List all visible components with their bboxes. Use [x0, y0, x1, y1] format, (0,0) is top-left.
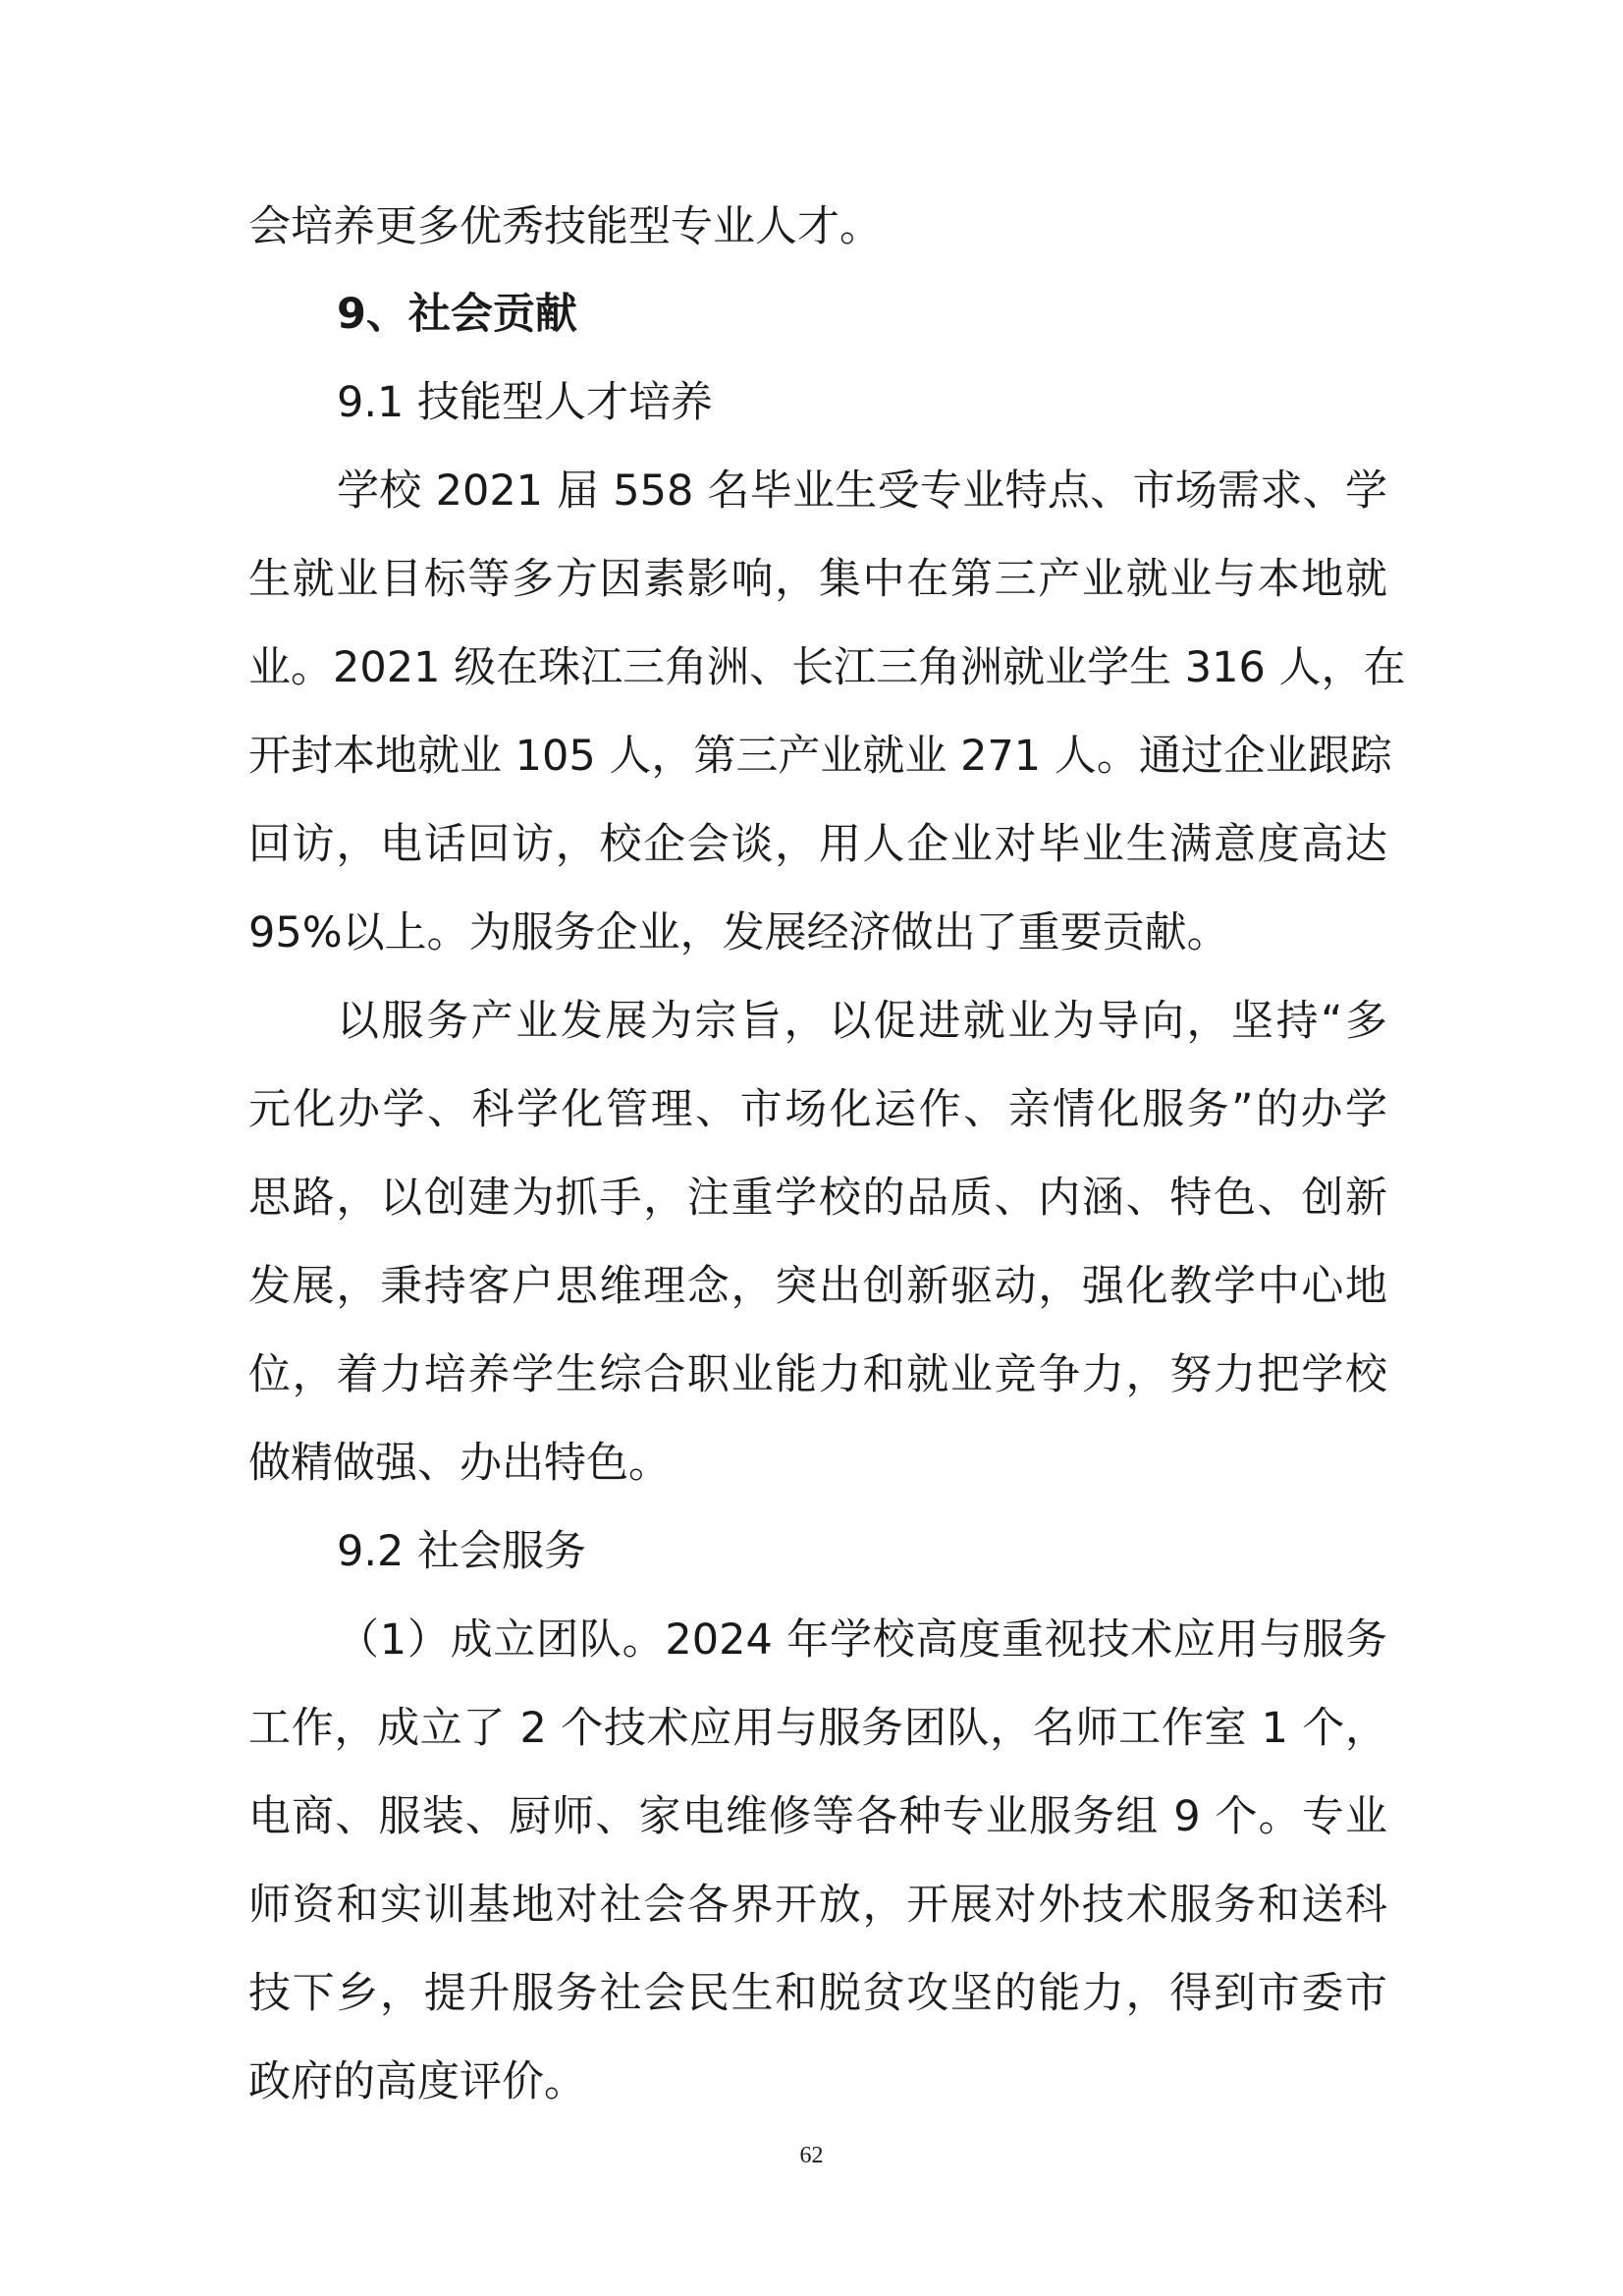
paragraph-line: 生就业目标等多方因素影响，集中在第三产业就业与本地就	[248, 555, 1387, 604]
paragraph-line: 会培养更多优秀技能型专业人才。	[248, 202, 882, 251]
section-heading: 9、社会贡献	[337, 290, 577, 339]
paragraph-line: 做精做强、办出特色。	[248, 1439, 671, 1488]
paragraph-line: 技下乡，提升服务社会民生和脱贫攻坚的能力，得到市委市	[248, 1969, 1387, 2018]
paragraph-line: （1）成立团队。2024 年学校高度重视技术应用与服务	[337, 1615, 1387, 1665]
paragraph-line: 位，着力培养学生综合职业能力和就业竞争力，努力把学校	[248, 1350, 1387, 1399]
paragraph-line: 业。2021 级在珠江三角洲、长江三角洲就业学生 316 人，在	[248, 643, 1406, 692]
paragraph-line: 元化办学、科学化管理、市场化运作、亲情化服务”的办学	[248, 1085, 1387, 1134]
paragraph-line: 政府的高度评价。	[248, 2057, 586, 2106]
paragraph-line: 以服务产业发展为宗旨，以促进就业为导向，坚持“多	[337, 997, 1387, 1046]
subsection-heading: 9.1 技能型人才培养	[337, 378, 714, 427]
paragraph-line: 95%以上。为服务企业，发展经济做出了重要贡献。	[248, 908, 1229, 957]
paragraph-line: 回访，电话回访，校企会谈，用人企业对毕业生满意度高达	[248, 820, 1387, 869]
page-number: 62	[799, 2143, 824, 2168]
subsection-heading: 9.2 社会服务	[337, 1527, 587, 1576]
paragraph-line: 学校 2021 届 558 名毕业生受专业特点、市场需求、学	[337, 466, 1387, 516]
paragraph-line: 发展，秉持客户思维理念，突出创新驱动，强化教学中心地	[248, 1262, 1387, 1311]
paragraph-line: 工作，成立了 2 个技术应用与服务团队，名师工作室 1 个，	[248, 1704, 1387, 1753]
paragraph-line: 开封本地就业 105 人，第三产业就业 271 人。通过企业跟踪	[248, 732, 1392, 781]
paragraph-line: 电商、服装、厨师、家电维修等各种专业服务组 9 个。专业	[248, 1792, 1387, 1841]
paragraph-line: 思路，以创建为抓手，注重学校的品质、内涵、特色、创新	[248, 1174, 1387, 1223]
paragraph-line: 师资和实训基地对社会各界开放，开展对外技术服务和送科	[248, 1881, 1387, 1930]
